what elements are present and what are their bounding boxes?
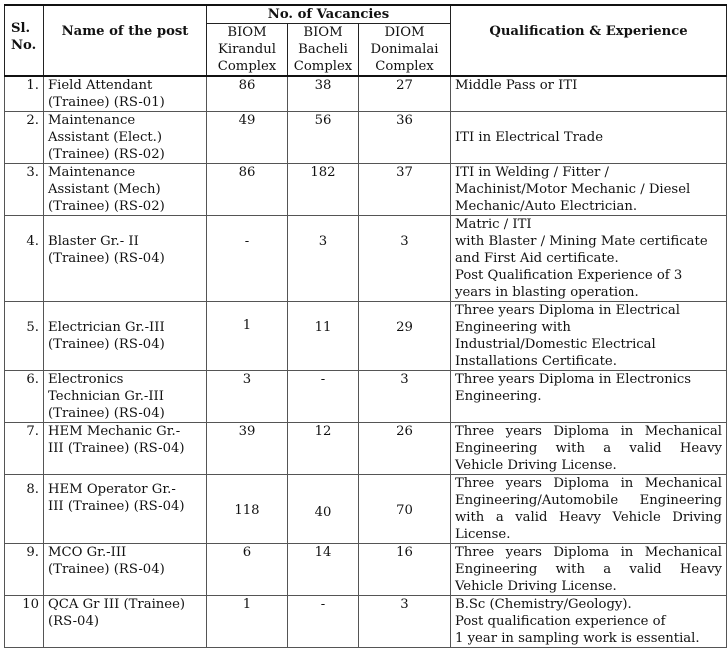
post-line: (Trainee) (RS-02) bbox=[48, 199, 165, 214]
header-donimalai-line2: Donimalai bbox=[370, 42, 439, 57]
header-kirandul-line2: Kirandul bbox=[218, 42, 276, 57]
post-line: Electrician Gr.-III bbox=[48, 320, 165, 335]
row-qualification bbox=[451, 112, 727, 164]
row-qualification bbox=[451, 544, 727, 596]
qualification-line: with a valid Heavy Vehicle Driving bbox=[455, 510, 722, 525]
qualification-line: Three years Diploma in Electronics bbox=[455, 372, 692, 387]
post-line: Technician Gr.-III bbox=[48, 389, 164, 404]
row-bacheli-count: 12 bbox=[288, 423, 359, 475]
header-bacheli-complex bbox=[288, 24, 359, 77]
row-kirandul-count: 1 bbox=[207, 302, 288, 371]
row-post-name bbox=[44, 596, 207, 648]
row-kirandul-count: 39 bbox=[207, 423, 288, 475]
qualification-line: Post Qualification Experience of 3 bbox=[455, 268, 683, 283]
row-bacheli-count: 38 bbox=[288, 76, 359, 112]
post-line: Maintenance bbox=[48, 113, 136, 128]
header-bacheli-line1: BIOM bbox=[303, 25, 343, 40]
header-donimalai-line1: DIOM bbox=[384, 25, 425, 40]
row-bacheli-count: - bbox=[288, 371, 359, 423]
header-sl-line1: Sl. bbox=[11, 21, 31, 36]
row-donimalai-count: 70 bbox=[359, 475, 451, 544]
row-post-name bbox=[44, 302, 207, 371]
qualification-line: Three years Diploma in Mechanical bbox=[455, 545, 722, 560]
row-bacheli-count: 11 bbox=[288, 302, 359, 371]
qualification-line: Three years Diploma in Mechanical bbox=[455, 476, 722, 491]
row-sl-no: 4. bbox=[5, 216, 44, 302]
row-qualification bbox=[451, 302, 727, 371]
row-kirandul-count: 1 bbox=[207, 596, 288, 648]
row-donimalai-count: 3 bbox=[359, 596, 451, 648]
header-sl-no bbox=[5, 5, 44, 76]
row-sl-no: 9. bbox=[5, 544, 44, 596]
header-bacheli-line2: Bacheli bbox=[298, 42, 348, 57]
row-sl-no: 7. bbox=[5, 423, 44, 475]
header-kirandul-complex bbox=[207, 24, 288, 77]
row-kirandul-count: 86 bbox=[207, 164, 288, 216]
row-donimalai-count: 29 bbox=[359, 302, 451, 371]
row-qualification bbox=[451, 216, 727, 302]
post-line: (RS-04) bbox=[48, 614, 99, 629]
qualification-line: Machinist/Motor Mechanic / Diesel bbox=[455, 182, 691, 197]
qualification-line: Three years Diploma in Electrical bbox=[455, 303, 680, 318]
header-vacancies-group: No. of Vacancies bbox=[207, 5, 451, 24]
row-donimalai-count: 3 bbox=[359, 371, 451, 423]
qualification-line: Installations Certificate. bbox=[455, 354, 617, 369]
row-qualification bbox=[451, 164, 727, 216]
post-line: (Trainee) (RS-02) bbox=[48, 147, 165, 162]
row-bacheli-count: - bbox=[288, 596, 359, 648]
qualification-line: Matric / ITI bbox=[455, 217, 532, 232]
row-post-name bbox=[44, 112, 207, 164]
table-row bbox=[5, 216, 727, 302]
qualification-line: 1 year in sampling work is essential. bbox=[455, 631, 700, 646]
qualification-line: Engineering with a valid Heavy bbox=[455, 562, 722, 577]
qualification-line: B.Sc (Chemistry/Geology). bbox=[455, 597, 632, 612]
row-qualification bbox=[451, 371, 727, 423]
row-post-name bbox=[44, 76, 207, 112]
row-sl-no: 5. bbox=[5, 302, 44, 371]
table-row bbox=[5, 544, 727, 596]
post-line: Assistant (Elect.) bbox=[48, 130, 163, 145]
post-line: (Trainee) (RS-04) bbox=[48, 251, 165, 266]
post-line: Assistant (Mech) bbox=[48, 182, 161, 197]
qualification-line: with Blaster / Mining Mate certificate bbox=[455, 234, 708, 249]
row-kirandul-count: 118 bbox=[207, 475, 288, 544]
post-line: Blaster Gr.- II bbox=[48, 234, 139, 249]
row-post-name bbox=[44, 475, 207, 544]
qualification-line: years in blasting operation. bbox=[455, 285, 639, 300]
row-post-name bbox=[44, 544, 207, 596]
row-qualification bbox=[451, 596, 727, 648]
header-kirandul-line1: BIOM bbox=[227, 25, 267, 40]
row-sl-no: 10 bbox=[5, 596, 44, 648]
table-row bbox=[5, 423, 727, 475]
row-donimalai-count: 26 bbox=[359, 423, 451, 475]
row-kirandul-count: - bbox=[207, 216, 288, 302]
qualification-line: Middle Pass or ITI bbox=[455, 78, 578, 93]
row-donimalai-count: 37 bbox=[359, 164, 451, 216]
row-bacheli-count: 40 bbox=[288, 475, 359, 544]
header-sl-line2: No. bbox=[11, 38, 37, 53]
table-row bbox=[5, 164, 727, 216]
qualification-line: and First Aid certificate. bbox=[455, 251, 619, 266]
row-qualification bbox=[451, 423, 727, 475]
qualification-line: Engineering with bbox=[455, 320, 571, 335]
post-line: HEM Operator Gr.- bbox=[48, 482, 176, 497]
row-donimalai-count: 3 bbox=[359, 216, 451, 302]
qualification-line: License. bbox=[455, 527, 511, 542]
post-line: QCA Gr III (Trainee) bbox=[48, 597, 186, 612]
post-line: III (Trainee) (RS-04) bbox=[48, 499, 185, 514]
row-sl-no: 2. bbox=[5, 112, 44, 164]
table-row bbox=[5, 112, 727, 164]
post-line: HEM Mechanic Gr.- bbox=[48, 424, 181, 439]
row-bacheli-count: 56 bbox=[288, 112, 359, 164]
qualification-line: ITI in Welding / Fitter / bbox=[455, 165, 609, 180]
table-row bbox=[5, 302, 727, 371]
qualification-line: Engineering/Automobile Engineering bbox=[455, 493, 722, 508]
row-sl-no: 6. bbox=[5, 371, 44, 423]
table-row bbox=[5, 371, 727, 423]
row-kirandul-count: 6 bbox=[207, 544, 288, 596]
qualification-line: Engineering with a valid Heavy bbox=[455, 441, 722, 456]
row-sl-no: 1. bbox=[5, 76, 44, 112]
row-bacheli-count: 3 bbox=[288, 216, 359, 302]
post-line: Electronics bbox=[48, 372, 124, 387]
row-qualification bbox=[451, 475, 727, 544]
qualification-line: Vehicle Driving License. bbox=[455, 458, 617, 473]
row-bacheli-count: 14 bbox=[288, 544, 359, 596]
row-post-name bbox=[44, 164, 207, 216]
row-kirandul-count: 3 bbox=[207, 371, 288, 423]
row-donimalai-count: 27 bbox=[359, 76, 451, 112]
table-row bbox=[5, 76, 727, 112]
post-line: Field Attendant bbox=[48, 78, 153, 93]
header-qualification: Qualification & Experience bbox=[451, 5, 727, 76]
qualification-line: ITI in Electrical Trade bbox=[455, 130, 604, 145]
row-sl-no: 3. bbox=[5, 164, 44, 216]
row-kirandul-count: 86 bbox=[207, 76, 288, 112]
row-donimalai-count: 16 bbox=[359, 544, 451, 596]
qualification-line: Industrial/Domestic Electrical bbox=[455, 337, 656, 352]
post-line: (Trainee) (RS-04) bbox=[48, 337, 165, 352]
header-donimalai-complex bbox=[359, 24, 451, 77]
row-donimalai-count: 36 bbox=[359, 112, 451, 164]
post-line: III (Trainee) (RS-04) bbox=[48, 441, 185, 456]
row-sl-no: 8. bbox=[5, 475, 44, 544]
row-qualification bbox=[451, 76, 727, 112]
qualification-line: Mechanic/Auto Electrician. bbox=[455, 199, 638, 214]
qualification-line: Post qualification experience of bbox=[455, 614, 666, 629]
row-post-name bbox=[44, 423, 207, 475]
qualification-line: Vehicle Driving License. bbox=[455, 579, 617, 594]
row-kirandul-count: 49 bbox=[207, 112, 288, 164]
qualification-line: Three years Diploma in Mechanical bbox=[455, 424, 722, 439]
header-donimalai-line3: Complex bbox=[375, 59, 434, 74]
qualification-line: Engineering. bbox=[455, 389, 542, 404]
row-bacheli-count: 182 bbox=[288, 164, 359, 216]
post-line: (Trainee) (RS-01) bbox=[48, 95, 165, 110]
row-post-name bbox=[44, 216, 207, 302]
row-post-name bbox=[44, 371, 207, 423]
header-bacheli-line3: Complex bbox=[293, 59, 353, 74]
header-post-name: Name of the post bbox=[44, 5, 207, 76]
vacancy-table bbox=[4, 4, 727, 648]
header-kirandul-line3: Complex bbox=[217, 59, 277, 74]
post-line: (Trainee) (RS-04) bbox=[48, 406, 165, 421]
post-line: (Trainee) (RS-04) bbox=[48, 562, 165, 577]
post-line: Maintenance bbox=[48, 165, 136, 180]
table-row bbox=[5, 596, 727, 648]
post-line: MCO Gr.-III bbox=[48, 545, 127, 560]
table-row bbox=[5, 475, 727, 544]
